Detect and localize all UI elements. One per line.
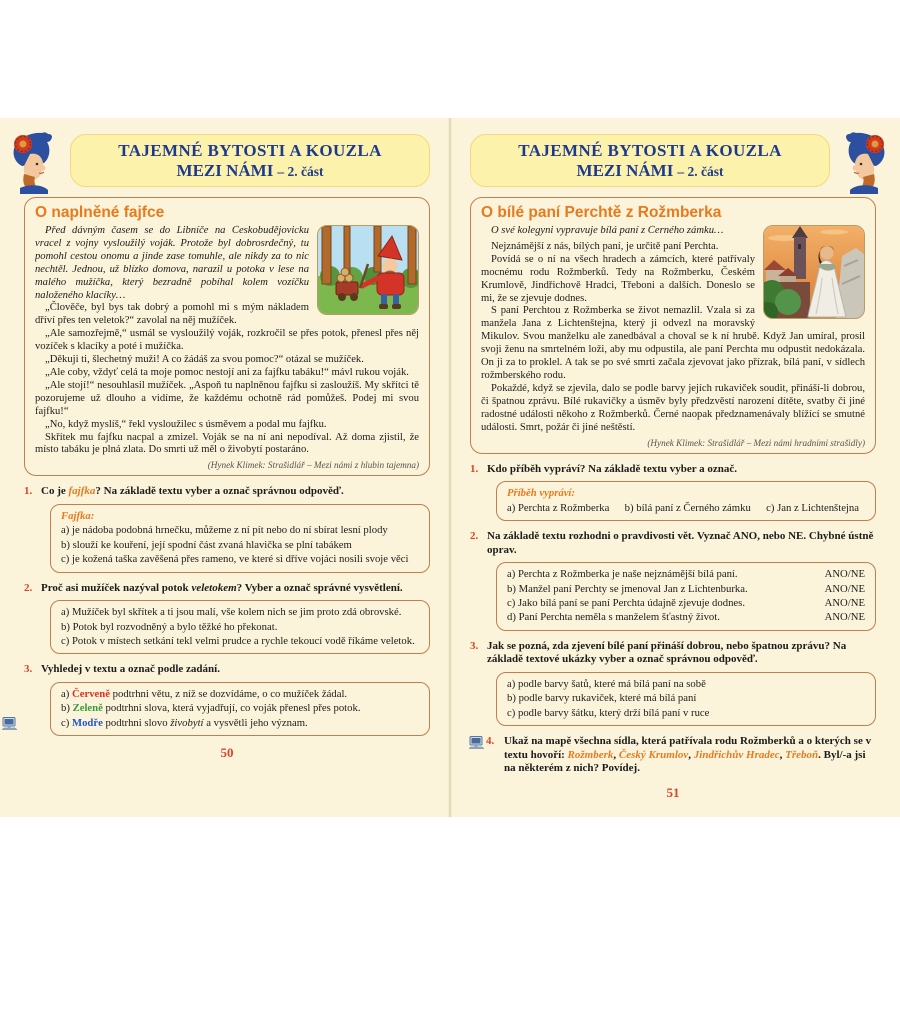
chapter-title-line1: TAJEMNÉ BYTOSTI A KOUZLA (518, 141, 782, 160)
true-false-row: c) Jako bílá paní se paní Perchta údajně zjevuje dodnes. ANO/NE (507, 596, 865, 609)
option-b[interactable]: b) slouží ke kouření, její spodní část zvaná hlavička se plní tabákem (61, 538, 352, 551)
page-number-left: 50 (220, 745, 234, 761)
answer-box-q2-left (50, 600, 430, 654)
story-paragraph: Před dávným časem se do Libníče na Českobudějovicku vracel z vojny vysloužilý voják. Protože byl dobrosrdečný, tu pomohl cestou onomu a jinde zase tomuhle, ale nikdy za to nic nechtěl. Jednou, už blízko domova, narazil u potoka v lese na malého mužíčka, který bezradně pobíhal kolem vozíčku naloženého klacíky… (35, 225, 309, 301)
question-number: 3. (470, 639, 479, 652)
answer-box-q1-left (50, 504, 430, 573)
place-name: Rožmberk (567, 748, 614, 761)
story-paragraph: „Děkuji ti, šlechetný muži! A co žádáš za svou pomoc?“ otázal se mužíček. (45, 354, 364, 366)
story-paragraph: „No, když myslíš,“ řekl vysloužilec s úsměvem a podal mu fajfku. (45, 418, 327, 430)
question-4-right: 4. Ukaž na mapě všechna sídla, která patřívala rodu Rožmberků a o kterých se v textu hovoří: Rožmberk, Český Krumlov, Jindřichův Hradec, Třeboň. Byl/-a jsi na některém z nich? Povídej. (470, 735, 876, 776)
answer-box-q3-left (50, 682, 430, 736)
story-paragraph: „Ale stojí!“ nesouhlasil mužíček. „Aspoň tu naplněnou fajfku si zasloužíš. My skřítci tě pozorujeme už dlouho a vidíme, že každému ochotně rád pomůžeš. Podej mi svou fajfku!“ (35, 379, 419, 417)
story-source: (Hynek Klimek: Strašidlář – Mezi námi z hlubin tajemna) (207, 460, 419, 471)
page-number-right: 51 (666, 784, 680, 800)
story-paragraph: Povídá se o ní na všech hradech a zámcích, které patřívaly mocnému rodu Rožmberků. Tedy na Rožmberku, Českém Krumlově, Jindřichově Hradci, Třeboni a dalších. Doneslo se mi, že se zjevuje dodnes. (481, 253, 755, 304)
red-word: Červeně (71, 687, 110, 700)
true-false-row: d) Paní Perchta neměla s manželem šťastný život. ANO/NE (507, 611, 865, 624)
place-name: Třeboň (785, 748, 819, 761)
story-text-right (481, 225, 865, 435)
option-c[interactable]: c) je kožená taška zavěšená přes rameno, ve které si dříve vojáci nosili svoje věci (61, 553, 409, 566)
option-a[interactable]: a) Perchta z Rožmberka (507, 501, 610, 514)
question-number: 2. (24, 581, 33, 594)
question-number: 1. (24, 485, 33, 498)
question-3-right: 3. Jak se pozná, zda zjevení bílé paní přináší dobrou, nebo špatnou zprávu? Na základě textové ukázky vyber a označ správnou odpověď. (470, 639, 847, 666)
question-3-left: 3. Vyhledej v textu a označ podle zadání. (24, 663, 220, 676)
computer-icon (468, 736, 485, 750)
left-page (24, 134, 430, 801)
option-c[interactable]: c) Jan z Lichtenštejna (766, 501, 859, 514)
question-number: 1. (470, 462, 479, 475)
task-a[interactable]: a) Červeně podtrhni větu, z níž se dozvídáme, o co mužíček žádal. (61, 687, 348, 700)
answer-box-q1-right (496, 481, 876, 521)
ano-ne-choice[interactable]: ANO/NE (824, 611, 865, 624)
task-b[interactable]: b) Zeleně podtrhni slova, která vyjadřují, co voják přenesl přes potok. (61, 702, 361, 715)
task-c[interactable]: c) Modře podtrhni slovo živobytí a vysvětli jeho význam. (61, 716, 308, 729)
true-false-row: b) Manžel paní Perchty se jmenoval Jan z Lichtenburka. ANO/NE (507, 582, 865, 595)
story-illustration-white-lady (763, 225, 865, 319)
story-box-right (470, 197, 876, 454)
question-number: 3. (24, 663, 33, 676)
question-2-right: 2. Na základě textu rozhodni o pravdivosti vět. Vyznač ANO, nebo NE. Chybné ústně oprav. (470, 529, 874, 556)
option-b[interactable]: b) podle barvy rukaviček, které má bílá paní (507, 692, 697, 705)
question-number: 2. (470, 529, 479, 542)
answer-box-q2-right (496, 562, 876, 631)
story-box-left (24, 197, 430, 476)
water-sprite-mascot-icon (8, 130, 54, 199)
option-a[interactable]: a) Mužíček byl skřítek a ti jsou malí, vše kolem nich se jim proto zdá obrovské. (61, 606, 402, 619)
chapter-header (470, 134, 830, 187)
book-spread (0, 118, 900, 817)
story-illustration-gnome (317, 225, 419, 315)
story-paragraph: S paní Perchtou z Rožmberka se život nemazlil. Vzala si za manžela Jana z Lichtenštejna, který ji odvezl na moravský Mikulov. Svou manželku ale zanedbával a choval se k ní hrubě. Když Jan umíral, prosil svoji ženu na smrtelném loži, aby mu odpustila, ale paní Perchta mu odpustit nedokázala. On ji za to proklel. A tak se po své smrti začala zjevovat jako přízrak, bílá paní, v sídlech rožmberského rodu. (481, 305, 865, 381)
chapter-title-line2: MEZI NÁMI – 2. část (176, 161, 324, 180)
water-sprite-mascot-icon (844, 130, 890, 199)
option-a[interactable]: a) je nádoba podobná hrnečku, můžeme z ní pít nebo do ní sbírat lesní plody (61, 524, 388, 537)
question-2-left: 2. Proč asi mužíček nazýval potok veletokem? Vyber a označ správné vysvětlení. (24, 581, 403, 594)
chapter-title-line1: TAJEMNÉ BYTOSTI A KOUZLA (118, 141, 382, 160)
option-b[interactable]: b) bílá paní z Černého zámku (624, 501, 751, 514)
option-a[interactable]: a) podle barvy šatů, které má bílá paní na sobě (507, 677, 706, 690)
ano-ne-choice[interactable]: ANO/NE (824, 596, 865, 609)
blue-word: Modře (71, 716, 103, 729)
story-paragraph: „Ale samozřejmě,“ usmál se vysloužilý voják, rozkročil se přes potok, přenesl přes něj vozíček s klacíky a poté i mužíčka. (35, 328, 419, 353)
story-paragraph: Nejznámější z nás, bílých paní, je určitě paní Perchta. (491, 240, 719, 252)
story-title-left: O naplněné fajfce (35, 204, 165, 221)
answer-box-label: Fajfka: (61, 509, 95, 522)
story-paragraph: „Ale coby, vždyť celá ta moje pomoc nestojí ani za fajfku tabáku!“ mávl rukou voják. (45, 366, 409, 378)
option-c[interactable]: c) Potok v místech setkání tekl velmi prudce a rychle tekoucí vodě říkáme veletok. (61, 634, 415, 647)
answer-box-q3-right (496, 672, 876, 726)
option-c[interactable]: c) podle barvy šátku, který drží bílá paní v ruce (507, 706, 710, 719)
story-paragraph: „Člověče, byl bys tak dobrý a pomohl mi s mým nákladem dříví přes ten veletok?“ zavolal na něj mužíček. (35, 302, 309, 327)
place-name: Jindřichův Hradec (693, 748, 780, 761)
story-source: (Hynek Klimek: Strašidlář – Mezi námi hradními strašidly) (647, 437, 865, 448)
answer-box-label: Příběh vypráví: (507, 487, 575, 500)
question-1-right: 1. Kdo příběh vypráví? Na základě textu vyber a označ. (470, 462, 738, 475)
story-paragraph: Skřítek mu fajfku nacpal a zmizel. Voják se na ní ani nepodíval. Až doma zjistil, že místo tabáku je plná zlata. Do smrti už měl o živobytí postaráno. (35, 431, 419, 456)
story-subtitle: O své kolegyni vypravuje bílá paní z Černého zámku… (491, 225, 724, 236)
story-title-right: O bílé paní Perchtě z Rožmberka (481, 204, 722, 221)
story-paragraph: Pokaždé, když se zjevila, dalo se podle barvy jejích rukaviček soudit, přináší-li dobrou, či špatnou zprávu. Bílé rukavičky a úsměv byly předzvěstí narození dítěte, svatby či jiné radostné události někoho z Rožmberků. Černé naopak předznamenávaly blížící se smutné události. Smrt, požár či jiné neštěstí. (481, 382, 865, 433)
chapter-header (70, 134, 430, 187)
question-1-left: 1. Co je fajfka? Na základě textu vyber a označ správnou odpověď. (24, 485, 344, 498)
option-b[interactable]: b) Potok byl rozvodněný a bylo těžké ho překonat. (61, 620, 278, 633)
question-number: 4. (486, 735, 495, 748)
place-name: Český Krumlov (618, 748, 689, 761)
ano-ne-choice[interactable]: ANO/NE (824, 568, 865, 581)
right-page (470, 134, 876, 801)
story-text-left (35, 225, 419, 457)
chapter-title-line2: MEZI NÁMI – 2. část (576, 161, 724, 180)
computer-icon (1, 717, 18, 731)
true-false-row: a) Perchta z Rožmberka je naše nejznámější bílá paní. ANO/NE (507, 568, 865, 581)
ano-ne-choice[interactable]: ANO/NE (824, 582, 865, 595)
green-word: Zeleně (72, 702, 103, 715)
